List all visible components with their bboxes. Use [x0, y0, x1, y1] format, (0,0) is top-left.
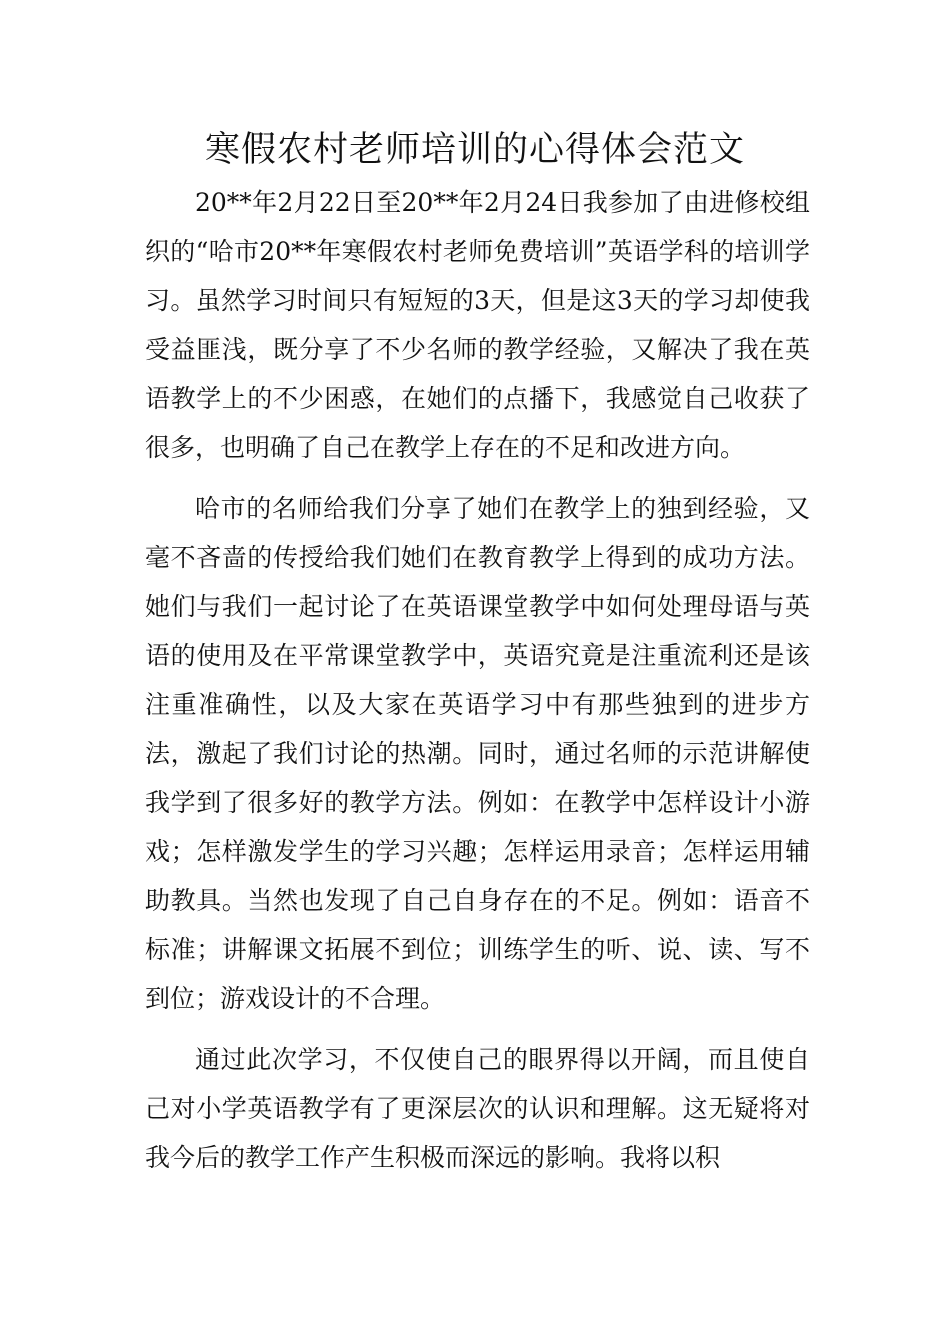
document-body [145, 178, 810, 1182]
paragraph-2: 哈市的名师给我们分享了她们在教学上的独到经验，又毫不吝啬的传授给我们她们在教育教学上得到的成功方法。她们与我们一起讨论了在英语课堂教学中如何处理母语与英语的使用及在平常课堂教学中，英语究竟是注重流利还是该注重准确性，以及大家在英语学习中有那些独到的进步方法，激起了我们讨论的热潮。同时，通过名师的示范讲解使我学到了很多好的教学方法。例如：在教学中怎样设计小游戏；怎样激发学生的学习兴趣；怎样运用录音；怎样运用辅助教具。当然也发现了自己自身存在的不足。例如：语音不标准；讲解课文拓展不到位；训练学生的听、说、读、写不到位；游戏设计的不合理。 [145, 494, 810, 1013]
document-title: 寒假农村老师培训的心得体会范文 [204, 130, 745, 170]
paragraph-1: 20**年2月22日至20**年2月24日我参加了由进修校组织的“哈市20**年寒假农村老师免费培训”英语学科的培训学习。虽然学习时间只有短短的3天，但是这3天的学习却使我受益匪浅，既分享了不少名师的教学经验，又解决了我在英语教学上的不少困惑，在她们的点播下，我感觉自己收获了很多，也明确了自己在教学上存在的不足和改进方向。 [145, 188, 810, 462]
paragraph-3: 通过此次学习，不仅使自己的眼界得以开阔，而且使自己对小学英语教学有了更深层次的认识和理解。这无疑将对我今后的教学工作产生积极而深远的影响。我将以积 [145, 1045, 810, 1172]
